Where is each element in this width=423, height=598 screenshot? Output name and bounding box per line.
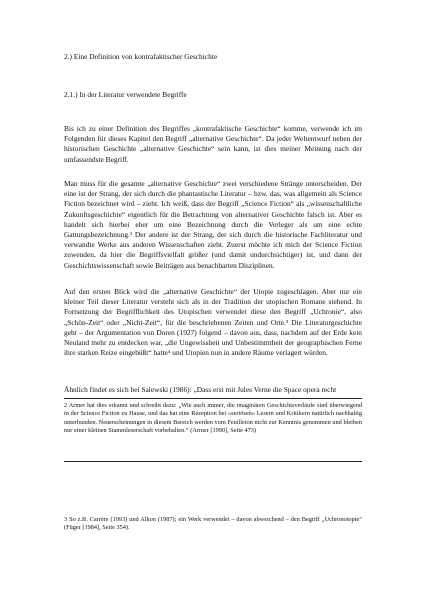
paragraph-two-strands: Man muss für die gesamte „alternative Geschichte“ zwei verschiedene Stränge unterscheiden. Der eine ist der Strang, der sich durch die phantastische Literatur – bzw. das, was allgemein als Science Fiction bezeichnet wird – zieht. Ich weiß, dass der Begriff „Science Fiction“ als „wissenschaftliche Zukunftsgeschichte“ eigentlich für die Betrachtung von alternativer Geschichte falsch ist. Aber es handelt sich hierbei eher um eine Bezeichnung durch die Verleger als um eine echte Gattungsbezeichnung.² Der andere ist der Strang, der sich durch die historische Fachliteratur und verwandte Werke aus anderen Wissenschaften zieht. Zuerst möchte ich mich der Science Fiction zuwenden, da hier die Begriffsvielfalt größer (und damit undurchsichtiger) ist, und dann der Geschichtswissenschaft sowie Beiträgen aus benachbarten Disziplinen. (64, 179, 362, 270)
subsection-heading: 2.1.) In der Literatur verwendete Begriffe (64, 90, 187, 99)
footnote-2: 2 Armer hat dies erkannt und schreibt dazu: „Wie auch immer, die imaginären Geschichtsverläufe sind überwiegend in der Science Fiction zu Hause, und das hat eine Rezeption bei »seriösen« Lesern und Kritikern natürlich nachhaltig unterbunden. Neuerscheinungen in diesem Bereich werden vom Feuilleton nicht zur Kenntnis genommen und bleiben nur einer kleinen Stammleserschaft vorbehalten.“ (Armer [1990], Seite 473) (64, 402, 362, 435)
footnote-3: 3 So z.B. Carrère (1993) und Alkon (1987); ein Werk verwendet – davon abweichend – den Begriff „Uchronotopie“ (Füger [1984], Seite 354). (64, 516, 362, 532)
footnote-separator (64, 398, 362, 399)
paragraph-intro: Bis ich zu einer Definition des Begriffes „kontrafaktische Geschichte“ komme, verwende ich im Folgenden für dieses Kapitel den Begriff „alternative Geschichte“. Da jeder Weltentwurf neben der historischen Geschichte „alternative Geschichte“ sein kann, ist dies meiner Meinung nach der umfassendste Begriff. (64, 124, 362, 164)
paragraph-utopia: Auf den ersten Blick wird die „alternative Geschichte“ der Utopie zugeschlagen. Aber nur ein kleiner Teil dieser Literatur versteht sich als in der Tradition der utopischen Romane stehend. In Fortsetzung der Begrifflichkeit des Utopischen verwendet diese den Begriff „Uchronie“, also „Schön-Zeit“ oder „Nicht-Zeit“, für die beschriebenen Zeiten und Orte.³ Die Literaturgeschichte geht – der Argumentation von Doren (1927) folgend – davon aus, dass, nachdem auf der Erde kein Neuland mehr zu entdecken war, „die Ungewissheit und Unbestimmtheit der geographischen Ferne ihre starken Reize eingebüßt“ hatte⁴ und Utopien nun in andere Räume verlagert würden. (64, 287, 362, 358)
paragraph-salewski: Ähnlich findet es sich bei Salewski (1986): „Dass erst mit Jules Verne die Space opera recht (64, 385, 337, 394)
footnote-separator (64, 461, 362, 462)
section-heading: 2.) Eine Definition von kontrafaktischer Geschichte (64, 52, 218, 61)
